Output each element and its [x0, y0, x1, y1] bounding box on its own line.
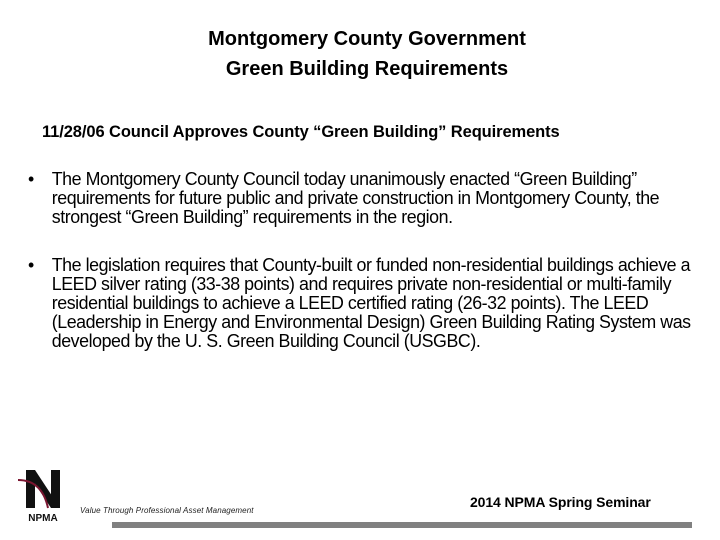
- svg-text:NPMA: NPMA: [28, 513, 58, 524]
- bullet-marker: •: [27, 169, 34, 189]
- slide-title-line-2: Green Building Requirements: [225, 58, 509, 80]
- bullet-text: The legislation requires that County-built or funded non-residential buildings achieve a LEED silver rating (33-38 points) and requires private non-residential or multi-family residential buildings to achieve a LEED certified rating (26-32 points). The LEED (Leadership in Energy and Environmental Design) Green Building Rating System was developed by the U. S. Green Building Council (USGBC).: [51, 255, 691, 351]
- footer-event-name: 2014 NPMA Spring Seminar: [470, 494, 651, 510]
- bullet-item: [26, 256, 699, 351]
- footer-tagline: Value Through Professional Asset Management: [80, 506, 254, 515]
- npma-n-logo-icon: [18, 466, 68, 524]
- slide-title: [0, 24, 720, 84]
- bullet-list: [26, 170, 706, 351]
- slide-title-line-1: Montgomery County Government: [208, 28, 526, 50]
- slide-subtitle: 11/28/06 Council Approves County “Green Building” Requirements: [42, 123, 560, 141]
- npma-logo: [18, 466, 68, 524]
- bullet-marker: •: [27, 255, 34, 275]
- bullet-text: The Montgomery County Council today unanimously enacted “Green Building” requirements for future public and private construction in Montgomery County, the strongest “Green Building” requirements in the region.: [51, 169, 660, 227]
- footer-divider-bar: [112, 522, 692, 528]
- bullet-item: [26, 170, 699, 227]
